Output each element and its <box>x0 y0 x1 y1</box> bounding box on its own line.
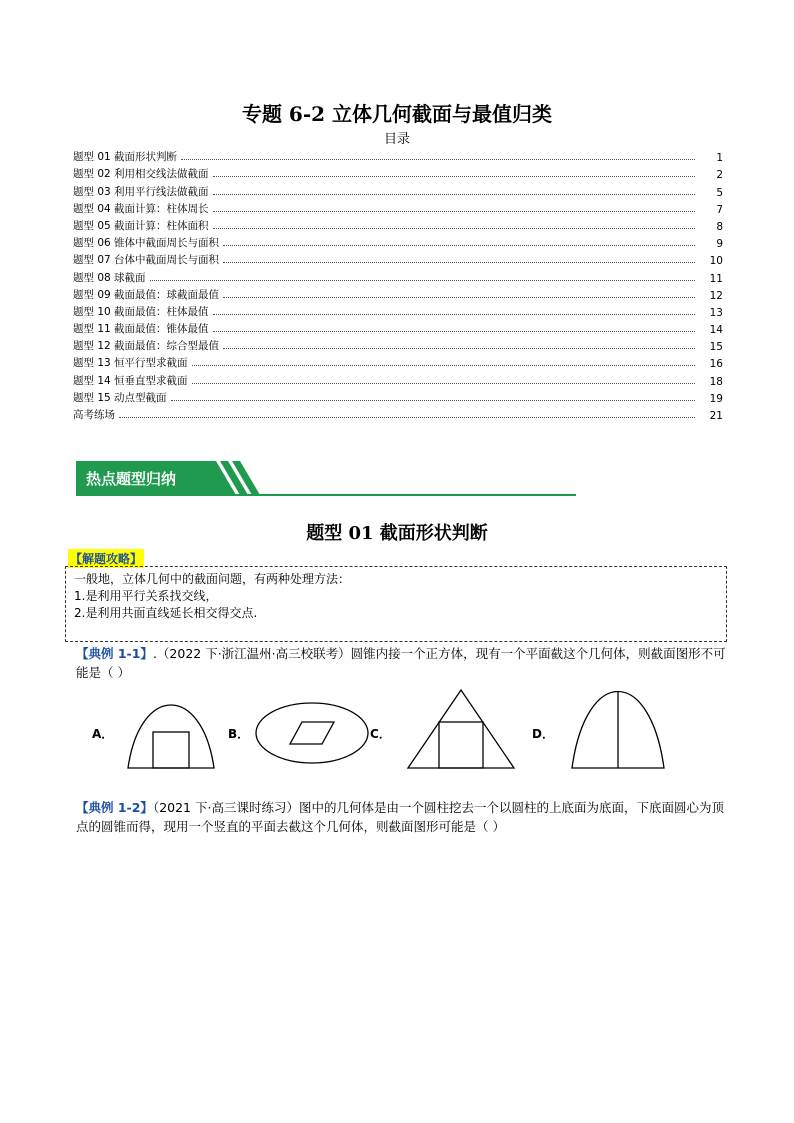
toc-label: 题型 12 截面最值：综合型最值 <box>73 340 220 353</box>
toc-page: 13 <box>709 306 723 319</box>
toc-row[interactable] <box>73 216 723 233</box>
toc-row[interactable] <box>73 285 723 302</box>
toc-leader <box>223 262 695 263</box>
page-title: 专题 6-2 立体几何截面与最值归类 <box>241 102 553 126</box>
toc-page: 1 <box>716 152 723 165</box>
toc-row[interactable] <box>73 164 723 181</box>
toc-leader <box>213 176 695 177</box>
toc-label: 题型 08 球截面 <box>73 271 146 284</box>
toc-row[interactable] <box>73 199 723 216</box>
tips-box <box>65 566 727 642</box>
option-a-figure <box>126 696 216 770</box>
option-c-label: C． <box>370 727 391 741</box>
toc-leader <box>192 365 695 366</box>
toc-leader <box>181 159 695 160</box>
toc-page: 11 <box>709 272 723 285</box>
toc-page: 14 <box>709 324 723 337</box>
toc-leader <box>213 194 695 195</box>
toc-page: 19 <box>709 392 723 405</box>
toc-page: 12 <box>709 289 723 302</box>
toc-leader <box>213 228 695 229</box>
toc-leader <box>213 314 695 315</box>
option-b-figure <box>254 701 370 765</box>
toc-page: 10 <box>709 255 723 268</box>
example-tag: 【典例 1-1】 <box>76 646 153 661</box>
option-a-label: A． <box>92 727 114 741</box>
toc-row[interactable] <box>73 319 723 336</box>
toc-page: 8 <box>716 220 723 233</box>
example-tag: 【典例 1-2】 <box>76 800 153 815</box>
option-d-label: D． <box>532 727 554 741</box>
toc-row[interactable] <box>73 336 723 353</box>
toc-label: 题型 02 利用相交线法做截面 <box>73 168 209 181</box>
toc-leader <box>223 348 695 349</box>
toc-page: 18 <box>709 375 723 388</box>
toc-label: 题型 15 动点型截面 <box>73 391 167 404</box>
toc-label: 题型 13 恒平行型求截面 <box>73 357 188 370</box>
banner-underline <box>76 494 576 496</box>
toc-leader <box>171 400 695 401</box>
toc-page: 7 <box>716 203 723 216</box>
toc-row[interactable] <box>73 250 723 267</box>
banner-text: 热点题型归纳 <box>86 470 177 488</box>
tips-line: 2.是利用共面直线延长相交得交点. <box>74 606 258 620</box>
toc-row[interactable] <box>73 353 723 370</box>
toc-label: 题型 09 截面最值：球截面最值 <box>73 288 220 301</box>
toc-page: 2 <box>716 169 723 182</box>
tips-label: 【解题攻略】 <box>68 549 144 568</box>
toc-label: 题型 07 台体中截面周长与面积 <box>73 254 220 267</box>
option-c-figure <box>406 688 516 770</box>
toc-leader <box>213 331 695 332</box>
toc-row[interactable] <box>73 267 723 284</box>
toc-page: 5 <box>716 186 723 199</box>
toc-heading: 目录 <box>383 132 410 147</box>
toc-row[interactable] <box>73 370 723 387</box>
toc-row[interactable] <box>73 405 723 422</box>
example-text: .（2022 下·浙江温州·高三校联考）圆锥内接一个正方体，现有一个平面截这个几何体，则截面图形不可能是（ ） <box>76 646 726 680</box>
toc-label: 高考练场 <box>73 409 115 421</box>
toc-page: 15 <box>709 341 723 354</box>
toc-row[interactable] <box>73 147 723 164</box>
toc-label: 题型 11 截面最值：锥体最值 <box>73 323 209 336</box>
toc-label: 题型 05 截面计算：柱体面积 <box>73 219 209 232</box>
toc-label: 题型 01 截面形状判断 <box>73 151 178 164</box>
toc-page: 16 <box>709 358 723 371</box>
toc-page: 21 <box>709 410 723 422</box>
toc-label: 题型 04 截面计算：柱体周长 <box>73 202 209 215</box>
toc-leader <box>150 280 695 281</box>
example-2 <box>76 798 726 836</box>
toc-label: 题型 06 锥体中截面周长与面积 <box>73 237 220 250</box>
option-d-figure <box>570 688 666 770</box>
toc-leader <box>213 211 695 212</box>
toc-leader <box>192 383 695 384</box>
toc-leader <box>223 245 695 246</box>
toc-page: 9 <box>716 238 723 251</box>
toc-label: 题型 10 截面最值：柱体最值 <box>73 305 209 318</box>
tips-line: 一般地，立体几何中的截面问题，有两种处理方法： <box>74 572 351 586</box>
example-1 <box>76 644 726 682</box>
tips-line: 1.是利用平行关系找交线， <box>74 589 218 603</box>
toc-leader <box>119 417 695 418</box>
toc-row[interactable] <box>73 302 723 319</box>
table-of-contents <box>73 147 723 422</box>
section-title: 题型 01 截面形状判断 <box>306 523 488 544</box>
toc-row[interactable] <box>73 388 723 405</box>
toc-leader <box>223 297 695 298</box>
toc-label: 题型 14 恒垂直型求截面 <box>73 374 188 387</box>
example-text: （2021 下·高三课时练习）图中的几何体是由一个圆柱挖去一个以圆柱的上底面为底面，下底面圆心为顶点的圆锥而得，现用一个竖直的平面去截这个几何体，则截面图形可能是（ ） <box>76 800 724 834</box>
toc-row[interactable] <box>73 233 723 250</box>
toc-row[interactable] <box>73 181 723 198</box>
option-b-label: B． <box>228 727 250 741</box>
toc-label: 题型 03 利用平行线法做截面 <box>73 185 209 198</box>
